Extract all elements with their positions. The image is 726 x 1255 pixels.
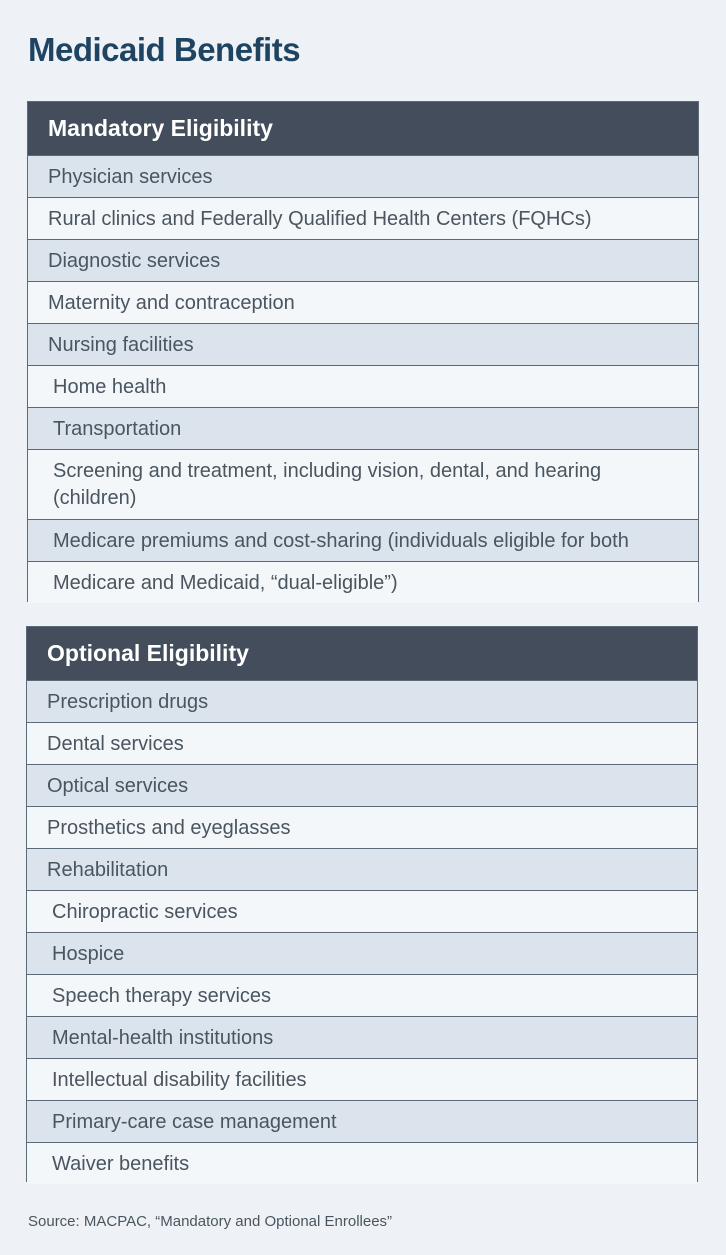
table-row: Optical services xyxy=(27,764,697,806)
table-row: Rehabilitation xyxy=(27,848,697,890)
table-row: Rural clinics and Federally Qualified Health Centers (FQHCs) xyxy=(28,197,698,239)
table-row: Hospice xyxy=(27,932,697,974)
table-row: Intellectual disability facilities xyxy=(27,1058,697,1100)
table-row: Prescription drugs xyxy=(27,680,697,722)
page-title: Medicaid Benefits xyxy=(28,31,301,68)
table-row: Dental services xyxy=(27,722,697,764)
table-row: Nursing facilities xyxy=(28,323,698,365)
table-row: Chiropractic services xyxy=(27,890,697,932)
table-row: Diagnostic services xyxy=(28,239,698,281)
table-row: Screening and treatment, including vision, dental, and hearing (children) xyxy=(28,449,698,519)
table-row: Waiver benefits xyxy=(27,1142,697,1184)
table-row: Maternity and contraception xyxy=(28,281,698,323)
mandatory-eligibility-header: Mandatory Eligibility xyxy=(28,102,698,155)
table-row: Medicare premiums and cost-sharing (individuals eligible for both xyxy=(28,519,698,561)
table-row: Primary-care case management xyxy=(27,1100,697,1142)
table-row: Home health xyxy=(28,365,698,407)
table-row: Prosthetics and eyeglasses xyxy=(27,806,697,848)
table-row: Speech therapy services xyxy=(27,974,697,1016)
source-note: Source: MACPAC, “Mandatory and Optional Enrollees” xyxy=(28,1213,393,1230)
table-row: Transportation xyxy=(28,407,698,449)
table-row: Mental-health institutions xyxy=(27,1016,697,1058)
table-row: Physician services xyxy=(28,155,698,197)
optional-eligibility-header: Optional Eligibility xyxy=(27,627,697,680)
optional-eligibility-table xyxy=(26,626,698,1182)
mandatory-eligibility-table xyxy=(27,101,699,602)
table-row: Medicare and Medicaid, “dual-eligible”) xyxy=(28,561,698,603)
